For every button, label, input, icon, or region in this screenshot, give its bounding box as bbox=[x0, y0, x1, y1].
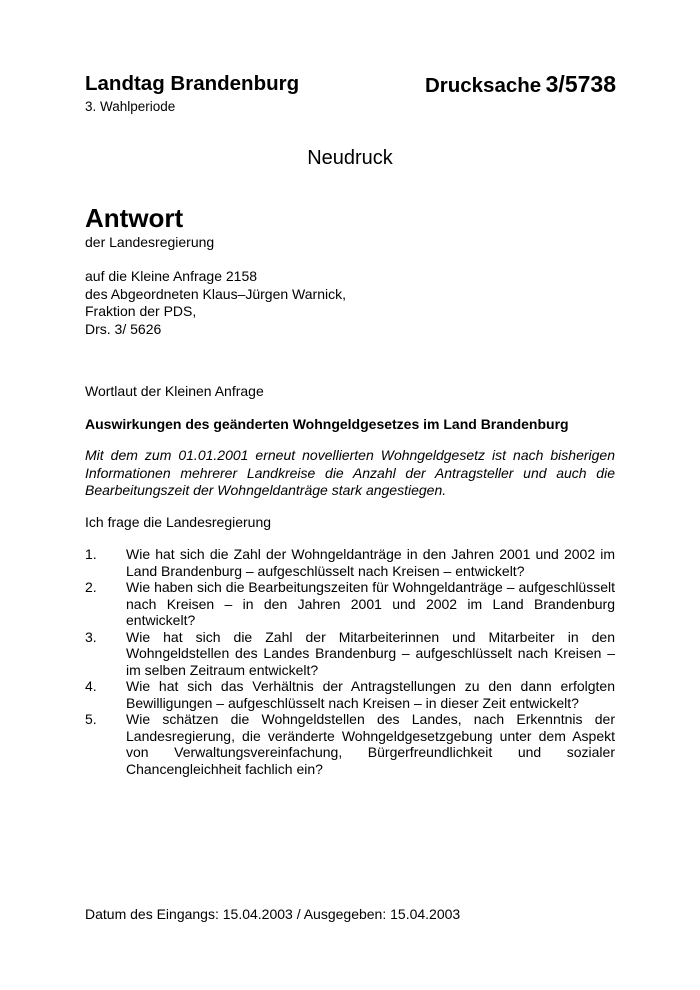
question-number: 3. bbox=[85, 628, 97, 645]
inquiry-line: Fraktion der PDS, bbox=[85, 303, 197, 319]
answer-by: der Landesregierung bbox=[85, 234, 215, 250]
inquiry-line: des Abgeordneten Klaus–Jürgen Warnick, bbox=[85, 285, 346, 302]
drucksache-number: 3/5738 bbox=[545, 71, 616, 97]
question-item bbox=[85, 711, 615, 777]
question-number: 5. bbox=[85, 711, 97, 727]
inquiry-subject: Auswirkungen des geänderten Wohngeldgesetzes im Land Brandenburg bbox=[85, 416, 569, 432]
question-number: 1. bbox=[85, 546, 97, 562]
drucksache-heading bbox=[425, 72, 616, 100]
question-number: 4. bbox=[85, 678, 97, 694]
inquiry-line: Drs. 3/ 5626 bbox=[85, 320, 162, 337]
inquiry-reference bbox=[85, 268, 615, 338]
receipt-date-line: Datum des Eingangs: 15.04.2003 / Ausgegeben: 15.04.2003 bbox=[85, 906, 461, 922]
header-left bbox=[85, 72, 299, 116]
question-text: Wie hat sich das Verhältnis der Antragstellungen zu den dann erfolgten Bewilligungen – aufgeschlüsselt nach Kreisen – in dieser Zeit entwickelt? bbox=[126, 678, 615, 711]
drucksache-label: Drucksache bbox=[424, 74, 542, 97]
question-number: 2. bbox=[85, 579, 97, 595]
reprint-label: Neudruck bbox=[307, 147, 393, 169]
question-item bbox=[85, 629, 615, 679]
wording-label: Wortlaut der Kleinen Anfrage bbox=[85, 383, 264, 399]
legislative-period: 3. Wahlperiode bbox=[85, 99, 176, 114]
question-text: Wie schätzen die Wohngeldstellen des Landes, nach Erkenntnis der Landesregierung, die veränderte Wohngeldgesetzgebung unter dem Aspekt von Verwaltungsvereinfachung, Bürgerfreundlichkeit und sozialer Chancengleichheit fachlich ein? bbox=[126, 711, 615, 777]
inquiry-intro: Mit dem zum 01.01.2001 erneut novellierten Wohngeldgesetz ist nach bisherigen Informationen mehrerer Landkreise die Anzahl der Antragsteller und auch die Bearbeitungszeit der Wohngeldanträge stark angestiegen. bbox=[85, 447, 615, 498]
question-list bbox=[85, 546, 615, 777]
question-text: Wie hat sich die Zahl der Wohngeldanträge in den Jahren 2001 und 2002 im Land Brandenburg – aufgeschlüsselt nach Kreisen – entwickelt? bbox=[126, 546, 615, 579]
ask-line: Ich frage die Landesregierung bbox=[85, 514, 272, 530]
question-item bbox=[85, 678, 615, 711]
question-text: Wie hat sich die Zahl der Mitarbeiterinnen und Mitarbeiter in den Wohngeldstellen des Landes Brandenburg – aufgeschlüsselt nach Kreisen – im selben Zeitraum entwickelt? bbox=[126, 628, 615, 678]
document-type: Antwort bbox=[85, 203, 184, 233]
parliament-title: Landtag Brandenburg bbox=[85, 72, 300, 95]
question-item bbox=[85, 546, 615, 579]
inquiry-line: auf die Kleine Anfrage 2158 bbox=[85, 268, 258, 284]
question-text: Wie haben sich die Bearbeitungszeiten für Wohngeldanträge – aufgeschlüsselt nach Kreisen – in den Jahren 2001 und 2002 im Land Brandenburg entwickelt? bbox=[126, 579, 615, 628]
question-item bbox=[85, 579, 615, 629]
